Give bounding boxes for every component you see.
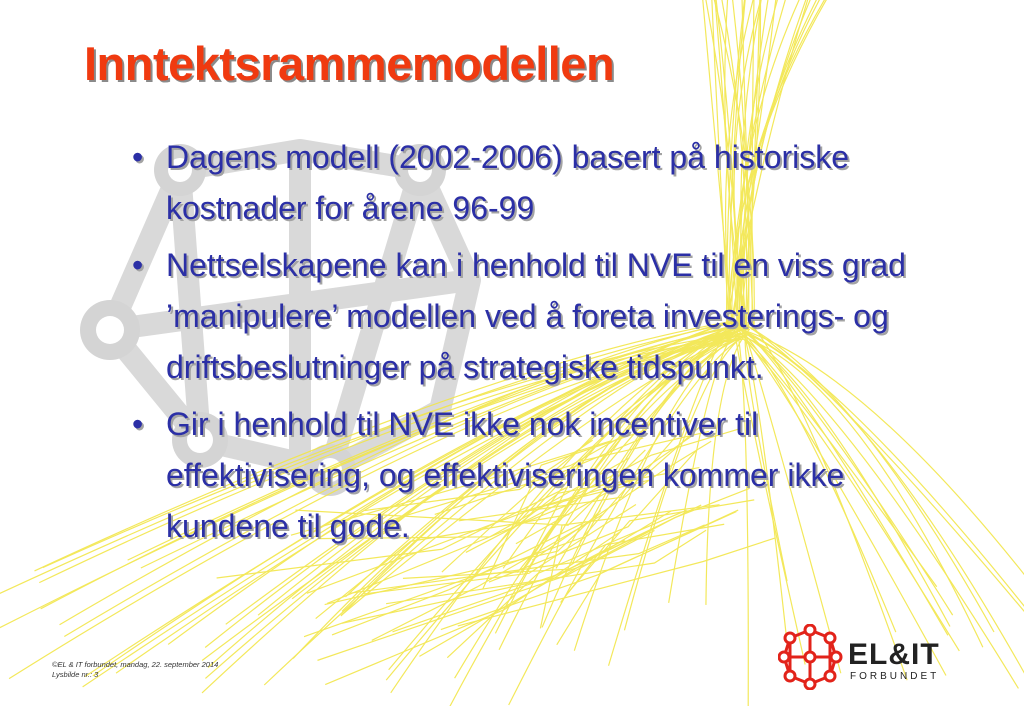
logo-wordmark: EL&IT: [848, 638, 940, 671]
bullet-text: Dagens modell (2002-2006) basert på historiske kostnader for årene 96-99: [166, 139, 850, 226]
bullet-item: [130, 399, 950, 552]
copyright-text: ©EL & IT forbundet, mandag, 22. september 2014: [52, 660, 219, 669]
slide-footer: [52, 660, 218, 680]
logo-subtitle: FORBUNDET: [850, 671, 940, 682]
bullet-dot: •: [132, 406, 144, 442]
bullet-text: Gir i henhold til NVE ikke nok incentiver til effektivisering, og effektiviseringen kommer ikke kundene til gode.: [166, 406, 845, 544]
slide-title: Inntektsrammemodellen: [84, 37, 615, 90]
bullet-dot: •: [132, 247, 144, 283]
bullet-item: [130, 132, 950, 234]
bullet-list: [130, 132, 950, 558]
el-it-forbundet-logo: [778, 624, 993, 690]
slide-number: Lysbilde nr.: 3: [52, 670, 99, 679]
bullet-text: Nettselskapene kan i henhold til NVE til en viss grad ’manipulere’ modellen ved å foreta investerings- og driftsbeslutninger på strategiske tidspunkt.: [166, 247, 906, 385]
bullet-item: [130, 240, 950, 393]
bullet-dot: •: [132, 139, 144, 175]
